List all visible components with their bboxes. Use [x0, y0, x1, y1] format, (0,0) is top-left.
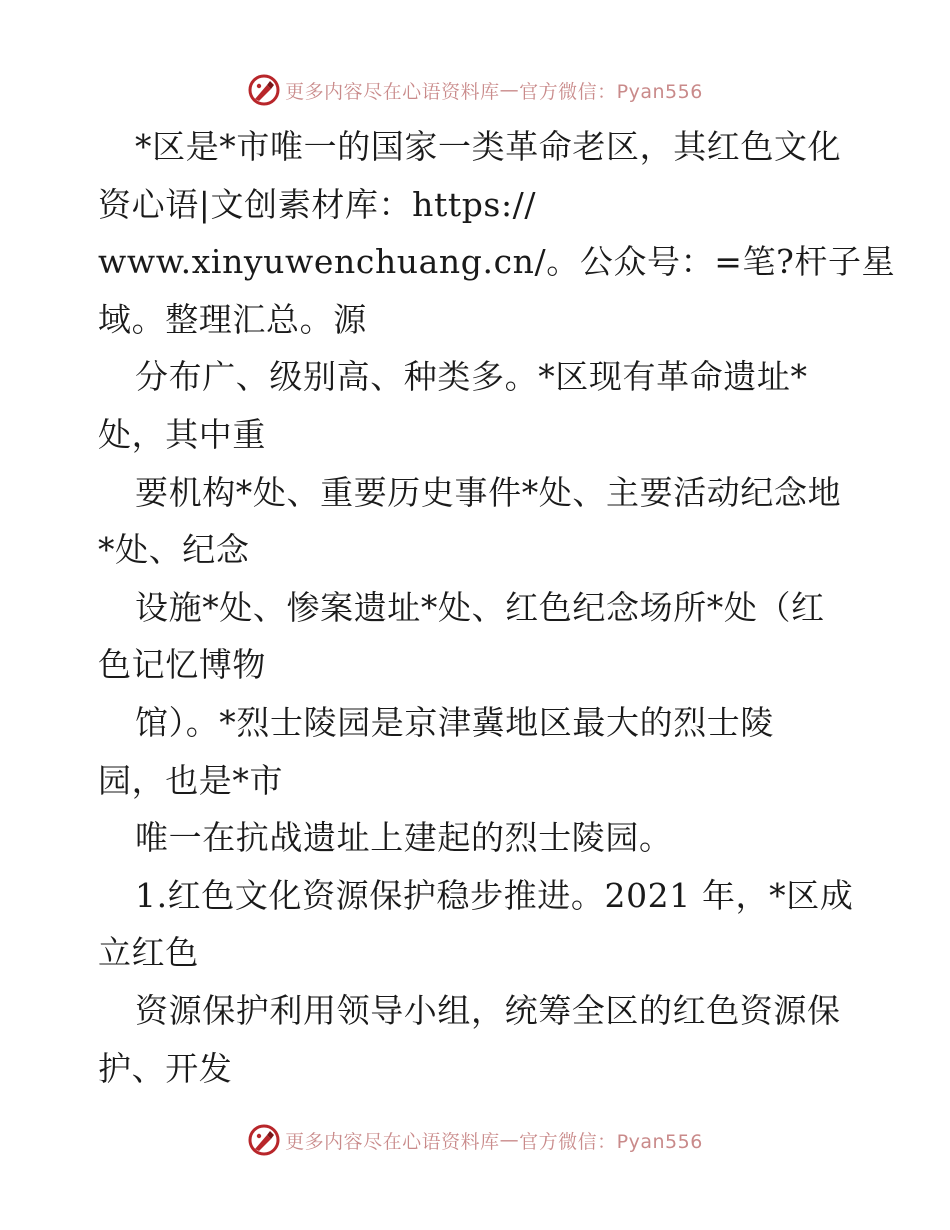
banner-wechat: 官方微信：Pyan556 — [519, 80, 703, 103]
banner-separator: — — [499, 79, 520, 101]
text-line: 护、开发 — [98, 1048, 233, 1088]
text-line: 处，其中重 — [98, 414, 266, 454]
banner-wechat: 官方微信：Pyan556 — [519, 1130, 703, 1153]
text-line: 唯一在抗战遗址上建起的烈士陵园。 — [135, 818, 673, 858]
text-line: *处、纪念 — [98, 530, 250, 570]
text-line: 1.红色文化资源保护稳步推进。2021 年，*区成 — [135, 875, 854, 915]
banner-title: 更多内容尽在心语资料库 — [285, 1130, 500, 1153]
text-line: 资源保护利用领导小组，统筹全区的红色资源保 — [135, 990, 841, 1030]
text-line: www.xinyuwenchuang.cn/。公众号：=笔?杆子星 — [98, 242, 896, 282]
text-line: 馆）。*烈士陵园是京津冀地区最大的烈士陵 — [135, 702, 774, 742]
banner-separator: — — [499, 1129, 520, 1151]
header-banner — [0, 70, 950, 110]
banner-title: 更多内容尽在心语资料库 — [285, 80, 500, 103]
text-line: *区是*市唯一的国家一类革命老区，其红色文化 — [135, 127, 842, 166]
text-line: 分布广、级别高、种类多。*区现有革命遗址* — [135, 357, 808, 397]
footer-banner — [0, 1120, 950, 1160]
text-line: 园，也是*市 — [98, 760, 284, 800]
text-line: 资心语|文创素材库：https:// — [98, 184, 537, 224]
text-line: 色记忆博物 — [98, 645, 266, 685]
text-line: 设施*处、惨案遗址*处、红色纪念场所*处（红 — [135, 587, 825, 627]
document-body — [98, 118, 896, 1097]
text-line: 域。整理汇总。源 — [98, 299, 367, 339]
text-line: 立红色 — [98, 933, 199, 973]
pen-logo-icon — [247, 73, 281, 107]
text-line: 要机构*处、重要历史事件*处、主要活动纪念地 — [135, 472, 842, 512]
pen-logo-icon — [247, 1123, 281, 1157]
